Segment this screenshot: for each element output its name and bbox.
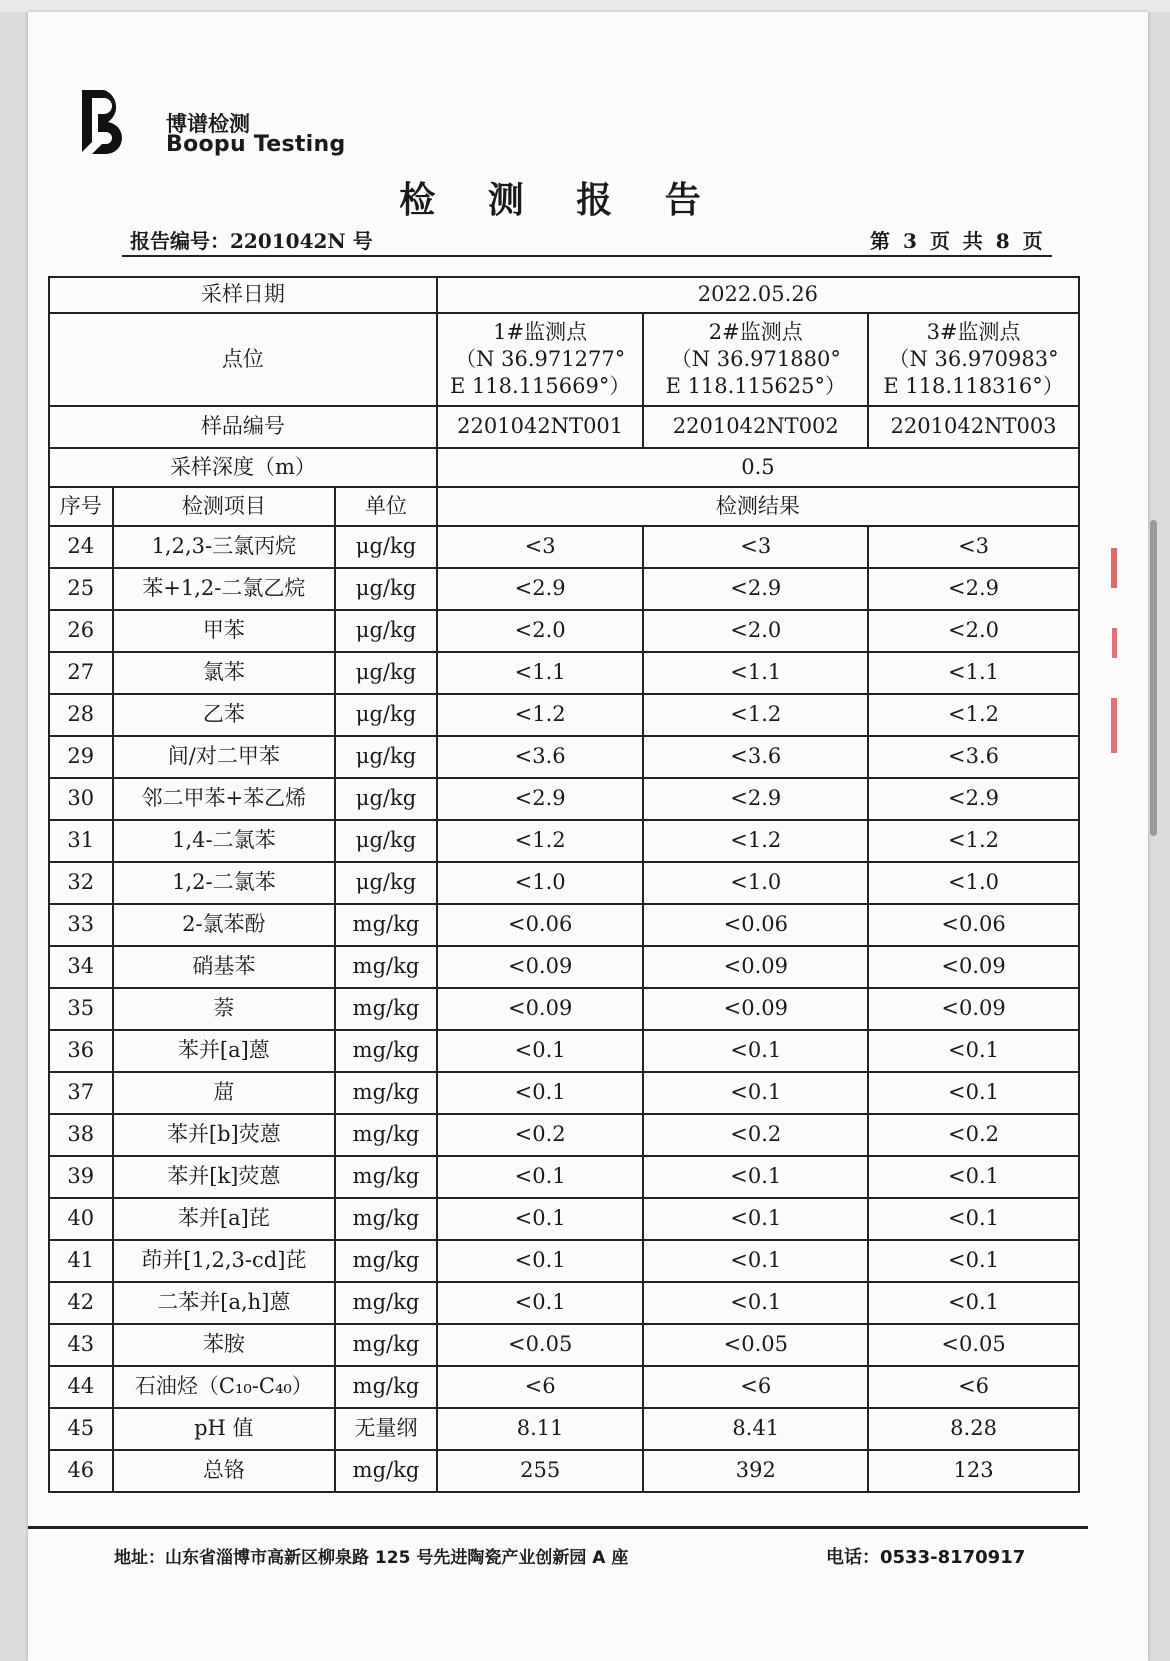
row-result-3-cell: 8.28 [868,1408,1079,1450]
row-result-2-cell: <0.1 [643,1282,868,1324]
row-seq-cell: 45 [49,1408,113,1450]
location-label: 点位 [49,313,437,406]
table-row [49,862,1079,904]
row-item-cell: 䓛 [113,1072,336,1114]
report-title: 检 测 报 告 [399,179,721,221]
row-seq-cell: 41 [49,1240,113,1282]
row-result-1-cell: <0.1 [437,1156,644,1198]
row-result-2-cell: <0.1 [643,1156,868,1198]
viewer-top-bar [0,0,1170,12]
location-1 [437,313,644,406]
row-item-cell: 间/对二甲苯 [113,736,336,778]
location-2-name: 2#监测点 [708,319,803,344]
row-result-3-cell: <2.9 [868,778,1079,820]
location-2-lat: （N 36.971880° [670,346,841,371]
location-3-lat: （N 36.970983° [888,346,1059,371]
table-row [49,1030,1079,1072]
results-table [48,276,1080,1493]
row-item-cell: 邻二甲苯+苯乙烯 [113,778,336,820]
row-result-1-cell: <2.9 [437,568,644,610]
row-item-cell: 1,2,3-三氯丙烷 [113,526,336,568]
col-unit-header: 单位 [335,487,437,526]
row-result-1-cell: <0.1 [437,1282,644,1324]
table-row [49,526,1079,568]
boopu-logo-icon [78,86,134,156]
row-result-2-cell: <2.9 [643,568,868,610]
row-result-1-cell: <1.2 [437,820,644,862]
table-row [49,820,1079,862]
row-result-1-cell: <0.06 [437,904,644,946]
location-1-lon: E 118.115669°） [449,374,631,399]
row-item-cell: 乙苯 [113,694,336,736]
row-result-3-cell: <1.2 [868,694,1079,736]
sample-id-3: 2201042NT003 [868,406,1079,448]
table-row [49,736,1079,778]
row-item-cell: 1,2-二氯苯 [113,862,336,904]
row-result-3-cell: <1.0 [868,862,1079,904]
row-result-2-cell: 8.41 [643,1408,868,1450]
row-seq-cell: 31 [49,820,113,862]
row-result-3-cell: <3.6 [868,736,1079,778]
row-result-1-cell: <3.6 [437,736,644,778]
row-result-2-cell: <0.05 [643,1324,868,1366]
row-result-1-cell: <1.2 [437,694,644,736]
col-seq-header: 序号 [49,487,113,526]
sample-id-label: 样品编号 [49,406,437,448]
depth-value: 0.5 [437,448,1079,487]
row-result-3-cell: <0.09 [868,946,1079,988]
brand-name-cn: 博谱检测 [166,112,250,136]
table-row [49,1282,1079,1324]
row-result-3-cell: <0.1 [868,1240,1079,1282]
row-result-3-cell: <0.1 [868,1282,1079,1324]
table-row [49,652,1079,694]
row-seq-cell: 39 [49,1156,113,1198]
row-seq-cell: 34 [49,946,113,988]
depth-label: 采样深度（m） [49,448,437,487]
row-result-2-cell: <3 [643,526,868,568]
row-result-2-cell: <1.2 [643,820,868,862]
row-seq-cell: 26 [49,610,113,652]
location-1-lat: （N 36.971277° [455,346,626,371]
row-unit-cell: mg/kg [335,904,437,946]
row-result-2-cell: <6 [643,1366,868,1408]
table-row [49,1408,1079,1450]
row-result-1-cell: <1.1 [437,652,644,694]
row-result-1-cell: <2.0 [437,610,644,652]
row-result-3-cell: <0.05 [868,1324,1079,1366]
location-2 [643,313,868,406]
row-unit-cell: μg/kg [335,610,437,652]
row-result-3-cell: <1.2 [868,820,1079,862]
row-result-1-cell: <0.1 [437,1072,644,1114]
row-item-cell: 苯并[a]蒽 [113,1030,336,1072]
table-row [49,946,1079,988]
row-unit-cell: mg/kg [335,1324,437,1366]
row-unit-cell: mg/kg [335,1240,437,1282]
row-result-3-cell: <3 [868,526,1079,568]
footer-phone: 电话：0533-8170917 [826,1547,1026,1568]
row-item-cell: 1,4-二氯苯 [113,820,336,862]
row-result-2-cell: <1.1 [643,652,868,694]
row-result-1-cell: <0.09 [437,946,644,988]
row-result-3-cell: <6 [868,1366,1079,1408]
table-row [49,778,1079,820]
footer-divider [28,1526,1088,1529]
row-result-2-cell: <0.09 [643,946,868,988]
location-1-name: 1#监测点 [493,319,588,344]
row-unit-cell: μg/kg [335,694,437,736]
row-seq-cell: 28 [49,694,113,736]
row-unit-cell: μg/kg [335,820,437,862]
row-result-3-cell: <0.1 [868,1030,1079,1072]
row-seq-cell: 27 [49,652,113,694]
location-3-name: 3#监测点 [926,319,1021,344]
row-item-cell: 萘 [113,988,336,1030]
row-result-3-cell: <0.2 [868,1114,1079,1156]
sampling-date-row [49,277,1079,313]
column-header-row [49,487,1079,526]
row-result-2-cell: <1.2 [643,694,868,736]
row-item-cell: 硝基苯 [113,946,336,988]
row-item-cell: pH 值 [113,1408,336,1450]
row-item-cell: 氯苯 [113,652,336,694]
row-seq-cell: 44 [49,1366,113,1408]
location-row [49,313,1079,406]
row-result-3-cell: <0.1 [868,1156,1079,1198]
row-unit-cell: μg/kg [335,778,437,820]
location-3 [868,313,1079,406]
table-row [49,904,1079,946]
sample-id-row [49,406,1079,448]
table-row [49,1450,1079,1492]
row-result-3-cell: 123 [868,1450,1079,1492]
row-result-2-cell: <3.6 [643,736,868,778]
row-unit-cell: mg/kg [335,1072,437,1114]
table-row [49,1114,1079,1156]
row-item-cell: 石油烃（C₁₀-C₄₀） [113,1366,336,1408]
table-row [49,1240,1079,1282]
row-unit-cell: mg/kg [335,1282,437,1324]
row-result-2-cell: <0.1 [643,1030,868,1072]
row-result-2-cell: <0.09 [643,988,868,1030]
row-item-cell: 甲苯 [113,610,336,652]
table-row [49,1198,1079,1240]
row-result-2-cell: <1.0 [643,862,868,904]
row-item-cell: 苯并[a]芘 [113,1198,336,1240]
table-row [49,610,1079,652]
row-unit-cell: μg/kg [335,526,437,568]
header-divider [122,255,1052,257]
row-item-cell: 总铬 [113,1450,336,1492]
seal-stamp-edge-icon [1108,548,1120,758]
depth-row [49,448,1079,487]
row-seq-cell: 46 [49,1450,113,1492]
row-unit-cell: μg/kg [335,568,437,610]
col-item-header: 检测项目 [113,487,336,526]
row-result-3-cell: <0.1 [868,1072,1079,1114]
row-seq-cell: 40 [49,1198,113,1240]
row-unit-cell: mg/kg [335,1030,437,1072]
row-result-2-cell: <0.1 [643,1240,868,1282]
row-seq-cell: 29 [49,736,113,778]
row-seq-cell: 25 [49,568,113,610]
row-unit-cell: mg/kg [335,1114,437,1156]
row-unit-cell: μg/kg [335,736,437,778]
row-result-3-cell: <0.09 [868,988,1079,1030]
row-unit-cell: mg/kg [335,1198,437,1240]
row-result-1-cell: <0.1 [437,1240,644,1282]
row-result-2-cell: <0.1 [643,1198,868,1240]
row-item-cell: 茚并[1,2,3-cd]芘 [113,1240,336,1282]
row-result-1-cell: <0.2 [437,1114,644,1156]
row-unit-cell: mg/kg [335,1156,437,1198]
sampling-date-value: 2022.05.26 [437,277,1079,313]
row-result-3-cell: <0.1 [868,1198,1079,1240]
row-unit-cell: μg/kg [335,652,437,694]
row-result-2-cell: 392 [643,1450,868,1492]
row-unit-cell: μg/kg [335,862,437,904]
row-result-1-cell: <0.1 [437,1030,644,1072]
row-result-2-cell: <2.0 [643,610,868,652]
row-result-3-cell: <2.0 [868,610,1079,652]
row-result-1-cell: <1.0 [437,862,644,904]
row-result-1-cell: 255 [437,1450,644,1492]
table-row [49,988,1079,1030]
row-result-2-cell: <0.2 [643,1114,868,1156]
row-seq-cell: 37 [49,1072,113,1114]
row-result-3-cell: <1.1 [868,652,1079,694]
row-result-2-cell: <0.06 [643,904,868,946]
sample-id-1: 2201042NT001 [437,406,644,448]
location-2-lon: E 118.115625°） [665,374,846,399]
row-result-2-cell: <0.1 [643,1072,868,1114]
table-row [49,1156,1079,1198]
footer-address: 地址：山东省淄博市高新区柳泉路 125 号先进陶瓷产业创新园 A 座 [114,1548,629,1568]
row-item-cell: 苯并[k]荧蒽 [113,1156,336,1198]
row-unit-cell: 无量纲 [335,1408,437,1450]
row-seq-cell: 43 [49,1324,113,1366]
row-seq-cell: 38 [49,1114,113,1156]
row-item-cell: 2-氯苯酚 [113,904,336,946]
row-item-cell: 苯并[b]荧蒽 [113,1114,336,1156]
table-row [49,1366,1079,1408]
brand-name-en: Boopu Testing [166,132,346,157]
row-result-1-cell: <2.9 [437,778,644,820]
row-unit-cell: mg/kg [335,946,437,988]
row-result-1-cell: <3 [437,526,644,568]
row-result-1-cell: <0.05 [437,1324,644,1366]
row-result-2-cell: <2.9 [643,778,868,820]
row-unit-cell: mg/kg [335,1450,437,1492]
table-row [49,1072,1079,1114]
row-seq-cell: 42 [49,1282,113,1324]
sampling-date-label: 采样日期 [49,277,437,313]
row-unit-cell: mg/kg [335,1366,437,1408]
row-result-1-cell: <0.09 [437,988,644,1030]
scrollbar-thumb[interactable] [1150,520,1157,836]
row-item-cell: 苯胺 [113,1324,336,1366]
row-item-cell: 苯+1,2-二氯乙烷 [113,568,336,610]
row-result-1-cell: <6 [437,1366,644,1408]
row-seq-cell: 36 [49,1030,113,1072]
sample-id-2: 2201042NT002 [643,406,868,448]
report-number: 报告编号：2201042N 号 [130,229,373,253]
row-seq-cell: 35 [49,988,113,1030]
row-seq-cell: 24 [49,526,113,568]
row-unit-cell: mg/kg [335,988,437,1030]
row-seq-cell: 30 [49,778,113,820]
row-seq-cell: 33 [49,904,113,946]
table-row [49,1324,1079,1366]
table-row [49,568,1079,610]
page-indicator: 第 3 页 共 8 页 [870,229,1043,253]
row-result-1-cell: 8.11 [437,1408,644,1450]
row-item-cell: 二苯并[a,h]蒽 [113,1282,336,1324]
row-result-3-cell: <0.06 [868,904,1079,946]
col-result-header: 检测结果 [437,487,1079,526]
row-seq-cell: 32 [49,862,113,904]
table-row [49,694,1079,736]
row-result-3-cell: <2.9 [868,568,1079,610]
row-result-1-cell: <0.1 [437,1198,644,1240]
location-3-lon: E 118.118316°） [883,374,1064,399]
